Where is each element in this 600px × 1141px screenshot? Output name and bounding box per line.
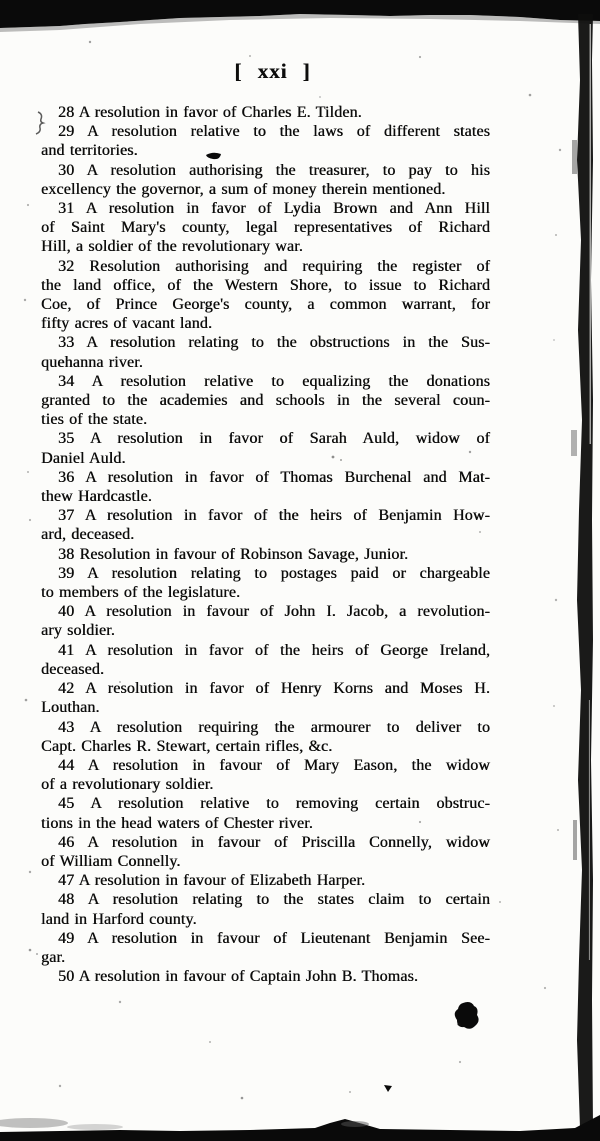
text-line: 38 Resolution in favour of Robinson Savage, Junior.: [58, 545, 409, 563]
text-line: 37 A resolution in favor of the heirs of Benjamin How-: [58, 507, 490, 525]
resolution-item: [41, 333, 490, 371]
scan-smudge: [341, 1121, 369, 1127]
text-line: 32 Resolution authorising and requiring the register of: [58, 257, 490, 275]
text-line: 46 A resolution in favour of Priscilla Connelly, widow: [58, 833, 490, 851]
ink-blot: [455, 1002, 479, 1029]
resolution-item: [41, 871, 490, 890]
text-line: ary soldier.: [41, 622, 115, 640]
text-line: 49 A resolution in favour of Lieutenant Benjamin See-: [58, 929, 490, 947]
resolution-item: [41, 679, 490, 717]
text-line: Hill, a soldier of the revolutionary war.: [41, 238, 303, 256]
text-line: 42 A resolution in favor of Henry Korns and Moses H.: [58, 680, 490, 698]
text-line: ties of the state.: [41, 411, 148, 429]
scan-edge-bottom: [0, 1115, 600, 1141]
text-line: land in Harford county.: [41, 910, 197, 928]
resolution-item: [41, 641, 490, 679]
text-line: Louthan.: [41, 699, 100, 717]
scan-strip-blob: [571, 430, 577, 456]
text-line: Daniel Auld.: [41, 449, 126, 467]
resolution-item: [41, 890, 490, 928]
resolution-item: [41, 429, 490, 467]
text-line: 44 A resolution in favour of Mary Eason, the widow: [58, 756, 490, 774]
text-line: 43 A resolution requiring the armourer to deliver to: [58, 718, 490, 736]
text-line: 33 A resolution relating to the obstructions in the Sus-: [58, 334, 490, 352]
text-line: ard, deceased.: [41, 526, 135, 544]
text-line: and territories.: [41, 142, 138, 160]
page-number-header: [ xxi ]: [234, 59, 311, 83]
text-line: 36 A resolution in favor of Thomas Burchenal and Mat-: [58, 468, 490, 486]
resolution-item: [41, 468, 490, 506]
text-line: 35 A resolution in favor of Sarah Auld, widow of: [58, 430, 490, 448]
text-line: quehanna river.: [41, 353, 143, 371]
scan-strip-crack: [590, 24, 591, 444]
text-line: gar.: [41, 948, 66, 966]
text-line: 41 A resolution in favor of the heirs of George Ireland,: [58, 641, 490, 659]
resolution-item: [41, 122, 490, 160]
text-line: 29 A resolution relative to the laws of different states: [58, 123, 490, 141]
resolution-item: [41, 257, 490, 334]
resolution-item: [41, 103, 490, 122]
ink-blot-speck: [457, 1022, 460, 1025]
scan-strip-blob: [573, 820, 577, 860]
resolution-item: [41, 199, 490, 257]
text-line: the land office, of the Western Shore, to issue to Richard: [41, 276, 490, 294]
resolution-item: [41, 794, 490, 832]
resolution-item: [41, 929, 490, 967]
text-line: 45 A resolution relative to removing certain obstruc-: [58, 795, 490, 813]
resolution-item: [41, 967, 490, 986]
resolution-item: [41, 545, 490, 564]
resolution-list: [41, 103, 490, 986]
scan-edge-right: [577, 14, 593, 1128]
scan-smudge: [0, 1118, 68, 1128]
resolution-item: [41, 833, 490, 871]
text-line: 28 A resolution in favor of Charles E. Tilden.: [58, 104, 362, 121]
text-line: Capt. Charles R. Stewart, certain rifles, &c.: [41, 737, 333, 755]
scan-edge-top: [0, 0, 600, 28]
resolution-item: [41, 506, 490, 544]
text-line: 31 A resolution in favor of Lydia Brown and Ann Hill: [58, 200, 490, 218]
ink-tick: [384, 1085, 392, 1092]
scan-edge-top-fringe: [0, 14, 600, 32]
resolution-item: [41, 564, 490, 602]
resolution-item: [41, 602, 490, 640]
text-line: Coe, of Prince George's county, a common warrant, for: [41, 296, 490, 314]
scan-strip-blob: [572, 140, 577, 174]
text-line: excellency the governor, a sum of money therein mentioned.: [41, 180, 446, 198]
text-line: 40 A resolution in favour of John I. Jacob, a revolution-: [58, 603, 490, 621]
text-line: deceased.: [41, 660, 105, 678]
text-line: of a revolutionary soldier.: [41, 776, 214, 794]
resolution-item: [41, 372, 490, 430]
text-line: 30 A resolution authorising the treasurer, to pay to his: [58, 161, 490, 179]
text-line: 47 A resolution in favour of Elizabeth Harper.: [58, 872, 366, 890]
text-line: to members of the legislature.: [41, 584, 241, 602]
scan-smudge: [67, 1124, 123, 1130]
text-line: granted to the academies and schools in the several coun-: [41, 392, 490, 410]
text-line: 34 A resolution relative to equalizing the donations: [58, 372, 490, 390]
text-line: 39 A resolution relating to postages paid or chargeable: [58, 564, 490, 582]
text-line: of Saint Mary's county, legal representatives of Richard: [41, 219, 490, 237]
text-line: tions in the head waters of Chester river.: [41, 814, 313, 832]
text-line: thew Hardcastle.: [41, 488, 152, 506]
scan-strip-crack: [589, 700, 590, 960]
text-line: fifty acres of vacant land.: [41, 315, 213, 333]
resolution-item: [41, 756, 490, 794]
text-line: 48 A resolution relating to the states claim to certain: [58, 891, 490, 909]
resolution-item: [41, 161, 490, 199]
text-line: of William Connelly.: [41, 852, 181, 870]
resolution-item: [41, 718, 490, 756]
text-line: 50 A resolution in favour of Captain John B. Thomas.: [58, 968, 419, 986]
